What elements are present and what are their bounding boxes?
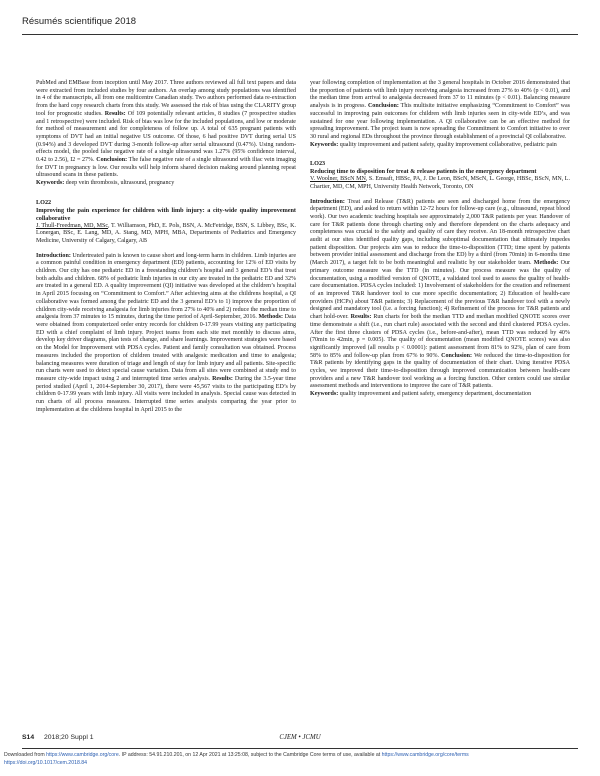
lo23-keywords xyxy=(310,391,570,399)
introduction-label: Introduction: xyxy=(36,252,71,259)
keywords-text: quality improvement and patient safety, quality improvement collaborative, pediatric pain xyxy=(338,141,557,148)
results-label: Results: xyxy=(212,375,233,382)
conclusion-text: This multisite initiative emphasizing “Commitment to Comfort” was successful in improving pain outcomes for children with limb injuries seen in city-wide ED’s, and was sustained for one year following implementation. A QI collaborative can be an effective method for spreading improvement. The project team is now spreading the Commitment to Comfort initiative to over 30 rural and regional EDs throughout the province through establishment of a provincial QI collaborative. xyxy=(310,103,570,140)
conclusion-label: Conclusion: xyxy=(96,157,128,164)
journal-name: CJEM • JCMU xyxy=(279,734,321,741)
authors-lo23 xyxy=(310,176,570,191)
introduction-text: Undertreated pain is known to cause short and long-term harm in children. Limb injuries are a common painful condition in emergency department (ED) patients, accounting for 12% of ED visits by children. Our city has one pediatric ED in a freestanding children’s hospital and 3 general ED’s that treat both adults and children. 68% of pediatric limb injuries in our city are treated in the pediatric ED and 32% are treated in a general ED. A quality improvement (QI) initiative was developed at the children’s hospital in April 2015 focusing on “Commitment to Comfort.” After achieving aims at the childrens hospital, a QI collaborative was formed among the pediatric ED and the 3 general ED’s to 1) improve the proportion of children city-wide receiving analgesia for limb injuries from 27% to 40% and 2) reduce the median time to analgesia from 37 minutes to 15 minutes, during the time period of April-September, 2016. xyxy=(36,252,296,321)
keywords-label: Keywords: xyxy=(310,141,339,148)
abstract-id-lo22: LO22 xyxy=(36,198,52,206)
conclusion-text: We reduced the time-to-disposition for T&R patients by identifying gaps in the quality of documentation of their chart. Using iterative PDSA cycles, we improved their time-to-disposition through improved communication between health-care providers and a new T&R handover tool working as a forcing function. Other centers could use similar assessment methods and interventions to improve the care of T&R patients. xyxy=(310,352,571,390)
cambridge-core-link[interactable]: https://www.cambridge.org/core xyxy=(46,752,119,758)
keywords-label: Keywords: xyxy=(36,180,65,187)
methods-text: Our primary outcome measure was the TTD (in minutes). Our process measure was the quality of documentation, using a modified version of QNOTE, a validated tool used to assess the quality of health-care documentation. PDSA cycles included: 1) Involvement of stakeholders for the creation and refinement of an improved T&R handover tool to cue more specific documentation; 2) Education of health-care providers (HCPs) about T&R patients; 3) Replacement of the previous T&R handover tool with a newly designed and mandatory tool (i.e. a forcing function); 4) Refinement of the process for T&R patients and chart hold-over. xyxy=(310,260,570,321)
presenting-author: J. Thull-Freedman, MD, MSc xyxy=(36,222,109,229)
doi-link[interactable]: https://doi.org/10.1017/cem.2018.84 xyxy=(4,759,88,766)
keywords-label: Keywords: xyxy=(310,391,339,398)
header-rule xyxy=(22,34,578,35)
lo22-keywords xyxy=(310,142,570,150)
abstract-body-lo22 xyxy=(36,253,296,415)
issue-info: 2018;20 Suppl 1 xyxy=(44,734,94,741)
prev-abstract-conclusion: The false negative rate of a single ultrasound with iliac vein imaging for DVT in pregnancy is low. Our results will help inform shared decision making around planning repeat ultrasound scans in these patients. xyxy=(36,157,296,179)
authors-rest: , S. Emsaft, HBSc, PA, J. De Leon, BScN, MScN, L. George, HBSc, BScN, MN, L. Chartier, MD, CM, MPH, University Health Network, Toronto, ON xyxy=(310,176,570,190)
introduction-label: Introduction: xyxy=(310,198,345,205)
authors-rest: , T. Williamson, PhD, E. Pols, BSN, A. McFetridge, BSN, S. Libbey, BSc, K. Lonergan, BSc, E. Lang, MD, A. Stang, MD, MPH, MBA, Departments of Pediatrics and Emergency Medicine, University of Calgary, Calgary, AB xyxy=(36,222,297,244)
introduction-text: Treat and Release (T&R) patients are seen and discharged home from the emergency department (ED), and asked to return within 12-72 hours for follow-up care (e.g., ultrasound, repeat blood work). Our two academic teaching hospitals see approximately 2,000 T&R patients per year. Handover of care for T&R patients done through charting only and therefore dependent on the charts adequacy and completeness was crucial to the safety and quality of care they receive. An 18-month retrospective chart audit at our sites identified quality gaps, including suboptimal documentation that ultimately impedes patient disposition. Our projects aim was to reduce the time-to-disposition (TTD; time spent by patients between provider initial assessment and discharge from the ED) by a third (from 70min) in 6-months time (March 2017), a target felt to be both meaningful and realistic by our stakeholder team. xyxy=(310,198,570,267)
running-title: Résumés scientifique 2018 xyxy=(22,16,137,27)
results-label: Results: xyxy=(350,314,372,321)
authors-lo22 xyxy=(36,223,296,246)
conclusion-label: Conclusion: xyxy=(441,352,473,359)
conclusion-label: Conclusion: xyxy=(367,103,399,110)
page-number: S14 xyxy=(22,734,35,741)
spacer xyxy=(36,246,296,253)
abstract-body-lo23 xyxy=(310,199,570,392)
previous-abstract-text xyxy=(36,80,296,180)
footer-rule xyxy=(22,748,578,749)
abstract-title-lo22: Improving the pain experience for children with limb injury: a city-wide quality improvement collaborative xyxy=(36,206,296,222)
abstract-id-lo23: LO23 xyxy=(310,160,326,168)
results-text: Run charts for both the median TTD and median modified QNOTE scores over time demonstrate a shift (i.e., run chart rule) associated with the second and third clustered PDSA cycles. After the first three clusters of PDSA cycles (i.e., before-and-after), mean TTD was reduced by 40% (70min to 42min, p = 0.005). The quality of documentation (mean modified QNOTE scores) was also significantly improved (all results p < 0.0001): patient assessment from 81% to 92%, plan of care from 58% to 85% and follow-up plan from 67% to 90%. xyxy=(310,314,570,359)
results-label: Results: xyxy=(104,110,126,117)
presenting-author: V. Woolner, BScN MN xyxy=(310,176,366,183)
terms-link[interactable]: https://www.cambridge.org/core/terms xyxy=(381,752,469,758)
prev-abstract-methods: PubMed and EMBase from inception until May 2017. Three authors reviewed all full text papers and data were extracted from included studies by four authors. An overlap among study populations was identified in 4 of the manuscripts, all from one multicentre Canadian study. Two authors performed data re-extraction from the hard copy research charts from this study. We assessed the risk of bias using the CLARITY group tool for prognostic studies. xyxy=(36,80,296,117)
keywords-text: deep vein thrombosis, ultrasound, pregnancy xyxy=(64,180,175,187)
methods-label: Methods: xyxy=(258,314,283,321)
lo22-continued xyxy=(310,80,570,142)
keywords-text: quality improvement and patient safety, emergency department, documentation xyxy=(338,391,532,398)
spacer xyxy=(310,149,570,160)
abstract-title-lo23: Reducing time to disposition for treat & release patients in the emergency department xyxy=(310,168,537,176)
prev-abstract-results: Of 109 potentially relevant articles, 8 studies (7 prospective studies and 1 retrospective) were included. Risk of bias was low for the included populations, and low or moderate for method of measurement and for completeness of follow up. A total of 635 pregnant patients with symptoms of DVT had an initial negative US outcome. Of those, 6 had positive DVT during serial US (0.94%) and 3 developed DVT during 3-month follow-up after serial ultrasound (0.47%). Using random-effects model, the pooled false negative rate of a single ultrasound was 1.27% (95% confidence interval, 0.42 to 2.56), I2 = 27%. xyxy=(36,110,296,164)
prev-abstract-keywords xyxy=(36,180,296,188)
methods-label: Methods: xyxy=(533,260,559,267)
download-notice xyxy=(4,752,596,767)
right-column xyxy=(310,80,570,399)
results-text: During the 3.5-year time period studied (April 1, 2014-September 30, 2017), there were 45,567 visits to the participating ED’s by children 0-17.99 years with limb injury. All visits were included in analysis. Special cause was detected in run charts of all process measures. Interrupted time series analysis comparing the year prior to implementation at the childrens hospital in April 2015 to the xyxy=(36,375,297,413)
spacer xyxy=(36,188,296,199)
left-column xyxy=(36,80,296,414)
download-terms-text: . IP address: 54.91.210.201, on 12 Apr 2021 at 13:25:08, subject to the Cambridge Core terms of use, available at xyxy=(118,752,382,758)
lo22-results-continued: year following completion of implementation at the 3 general hospitals in October 2016 demonstrated that the proportion of patients with limb injury receiving analgesia increased from 27% to 40% (p < 0.01), and the median time from arrival to analgesia decreased from 37 to 11 minutes (p < 0.01). Balancing measure analysis is in progress. xyxy=(310,80,570,110)
download-prefix: Downloaded from xyxy=(4,752,47,758)
methods-text: Data were obtained from computerized order entry records for children 0-17.99 years visiting any participating ED with a chief complaint of limb injury. Project teams from each site met monthly to discuss aims, develop key driver diagrams, plan tests of change, and share learnings. Improvement strategies were based on the Model for Improvement with PDSA cycles. Patient and family consultation was obtained. Process measures included the proportion of children treated with analgesic medication and time to analgesia; balancing measures were duration of triage and length of stay for limb injury and all patients. Site-specific run charts were used to detect special cause variation. Data from all sites were combined at study end to measure city-wide impact using 2 and interrupted time series analysis. xyxy=(36,314,296,382)
spacer xyxy=(310,192,570,199)
